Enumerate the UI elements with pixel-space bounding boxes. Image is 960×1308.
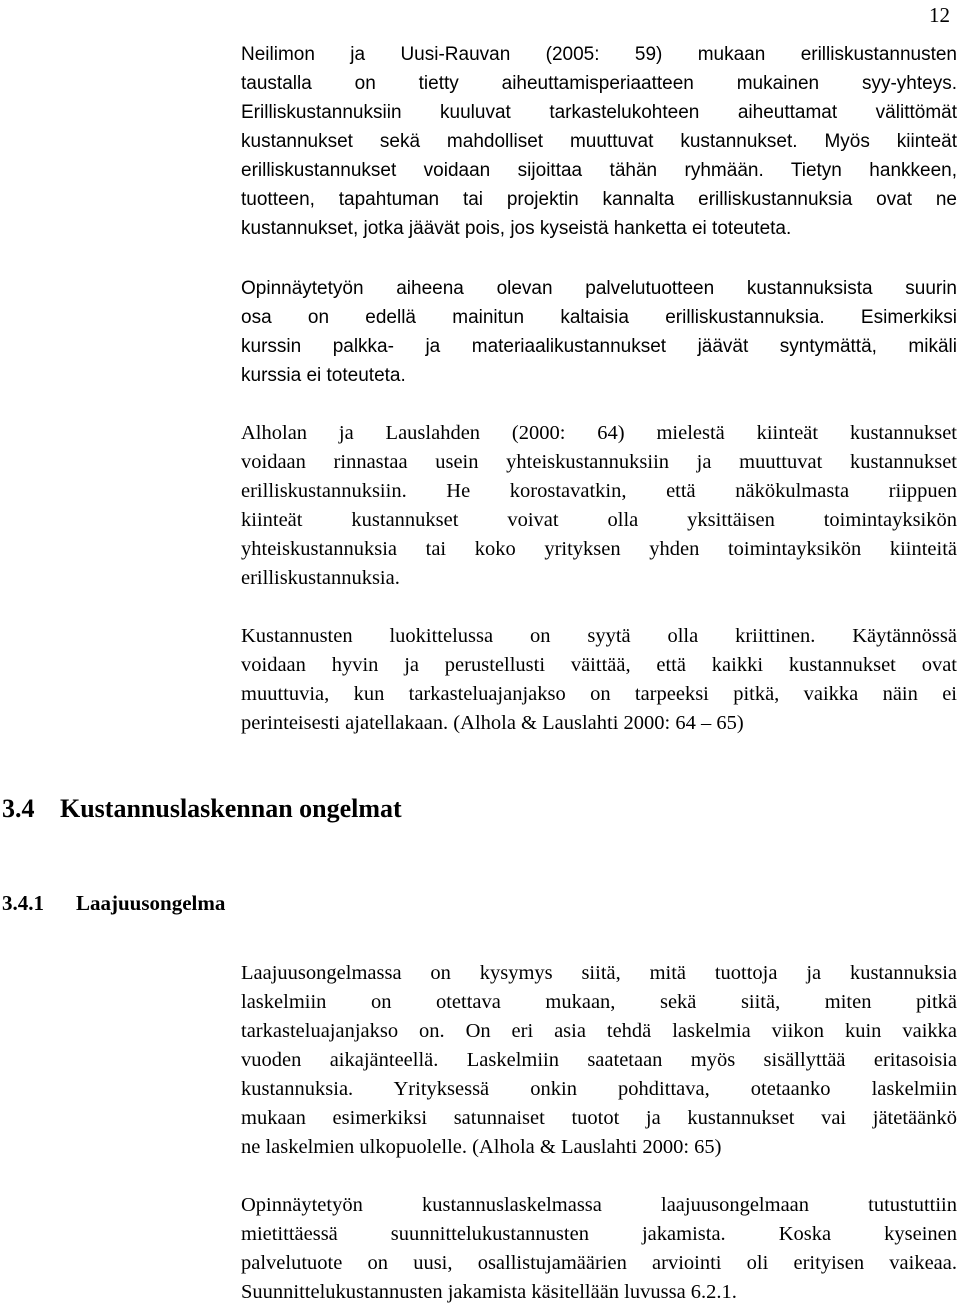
subsection-paragraph-2 <box>241 1191 957 1307</box>
text-line: laskelmiin on otettava mukaan, sekä siitä, miten pitkä <box>241 991 957 1013</box>
text-line: Alholan ja Lauslahden (2000: 64) mielestä kiinteät kustannukset <box>241 422 957 444</box>
text-line: tuotteen, tapahtuman tai projektin kannalta erilliskustannuksia ovat ne <box>241 189 957 210</box>
text-line: kustannukset, jotka jäävät pois, jos kyseistä hanketta ei toteuteta. <box>241 218 792 239</box>
section-heading <box>2 791 402 827</box>
text-line: kurssia ei toteuteta. <box>241 365 406 386</box>
section-title: Kustannuslaskennan ongelmat <box>60 794 402 823</box>
text-line: kurssin palkka- ja materiaalikustannukset jäävät syntymättä, mikäli <box>241 336 957 357</box>
paragraph-1 <box>241 40 957 243</box>
text-line: osa on edellä mainitun kaltaisia erilliskustannuksia. Esimerkiksi <box>241 307 957 328</box>
text-line: erilliskustannuksiin. He korostavatkin, että näkökulmasta riippuen <box>241 480 957 502</box>
text-line: perinteisesti ajatellakaan. (Alhola & Lauslahti 2000: 64 – 65) <box>241 712 744 734</box>
subsection-heading <box>2 888 225 918</box>
subsection-title: Laajuusongelma <box>76 891 226 915</box>
paragraph-4 <box>241 622 957 738</box>
text-line: erilliskustannuksia. <box>241 567 400 589</box>
text-line: vuoden aikajänteellä. Laskelmiin saatetaan myös sisällyttää eritasoisia <box>241 1049 957 1071</box>
text-line: Erilliskustannuksiin kuuluvat tarkastelukohteen aiheuttamat välittömät <box>241 102 957 123</box>
section-number: 3.4 <box>2 794 35 823</box>
text-line: mietittäessä suunnittelukustannusten jakamista. Koska kyseinen <box>241 1223 957 1245</box>
text-line: voidaan rinnastaa usein yhteiskustannuksiin ja muuttuvat kustannukset <box>241 451 957 473</box>
subsection-number: 3.4.1 <box>2 891 44 915</box>
text-line: mukaan esimerkiksi satunnaiset tuotot ja kustannukset vai jätetäänkö <box>241 1107 957 1129</box>
text-line: voidaan hyvin ja perustellusti väittää, että kaikki kustannukset ovat <box>241 654 957 676</box>
paragraph-2 <box>241 274 957 390</box>
paragraph-3 <box>241 419 957 593</box>
text-line: ne laskelmien ulkopuolelle. (Alhola & Lauslahti 2000: 65) <box>241 1136 722 1158</box>
subsection-paragraph-1 <box>241 959 957 1162</box>
text-line: yhteiskustannuksia tai koko yrityksen yhden toimintayksikön kiinteitä <box>241 538 957 560</box>
text-line: tarkasteluajanjakso on. On eri asia tehdä laskelmia viikon kuin vaikka <box>241 1020 957 1042</box>
page-number: 12 <box>929 3 950 27</box>
text-line: Kustannusten luokittelussa on syytä olla kriittinen. Käytännössä <box>241 625 957 647</box>
text-line: Opinnäytetyön kustannuslaskelmassa laajuusongelmaan tutustuttiin <box>241 1194 957 1216</box>
text-line: kustannuksia. Yrityksessä onkin pohdittava, otetaanko laskelmiin <box>241 1078 957 1100</box>
text-line: palvelutuote on uusi, osallistujamäärien arviointi oli erityisen vaikeaa. <box>241 1252 957 1274</box>
text-line: Laajuusongelmassa on kysymys siitä, mitä tuottoja ja kustannuksia <box>241 962 957 984</box>
text-line: Suunnittelukustannusten jakamista käsitellään luvussa 6.2.1. <box>241 1281 737 1303</box>
text-line: erilliskustannukset voidaan sijoittaa tähän ryhmään. Tietyn hankkeen, <box>241 160 957 181</box>
text-line: kiinteät kustannukset voivat olla yksittäisen toimintayksikön <box>241 509 957 531</box>
text-line: taustalla on tietty aiheuttamisperiaatteen mukainen syy-yhteys. <box>241 73 957 94</box>
text-line: muuttuvia, kun tarkasteluajanjakso on tarpeeksi pitkä, vaikka näin ei <box>241 683 957 705</box>
text-line: Opinnäytetyön aiheena olevan palvelutuotteen kustannuksista suurin <box>241 278 957 299</box>
text-line: Neilimon ja Uusi-Rauvan (2005: 59) mukaan erilliskustannusten <box>241 44 957 65</box>
text-line: kustannukset sekä mahdolliset muuttuvat kustannukset. Myös kiinteät <box>241 131 957 152</box>
